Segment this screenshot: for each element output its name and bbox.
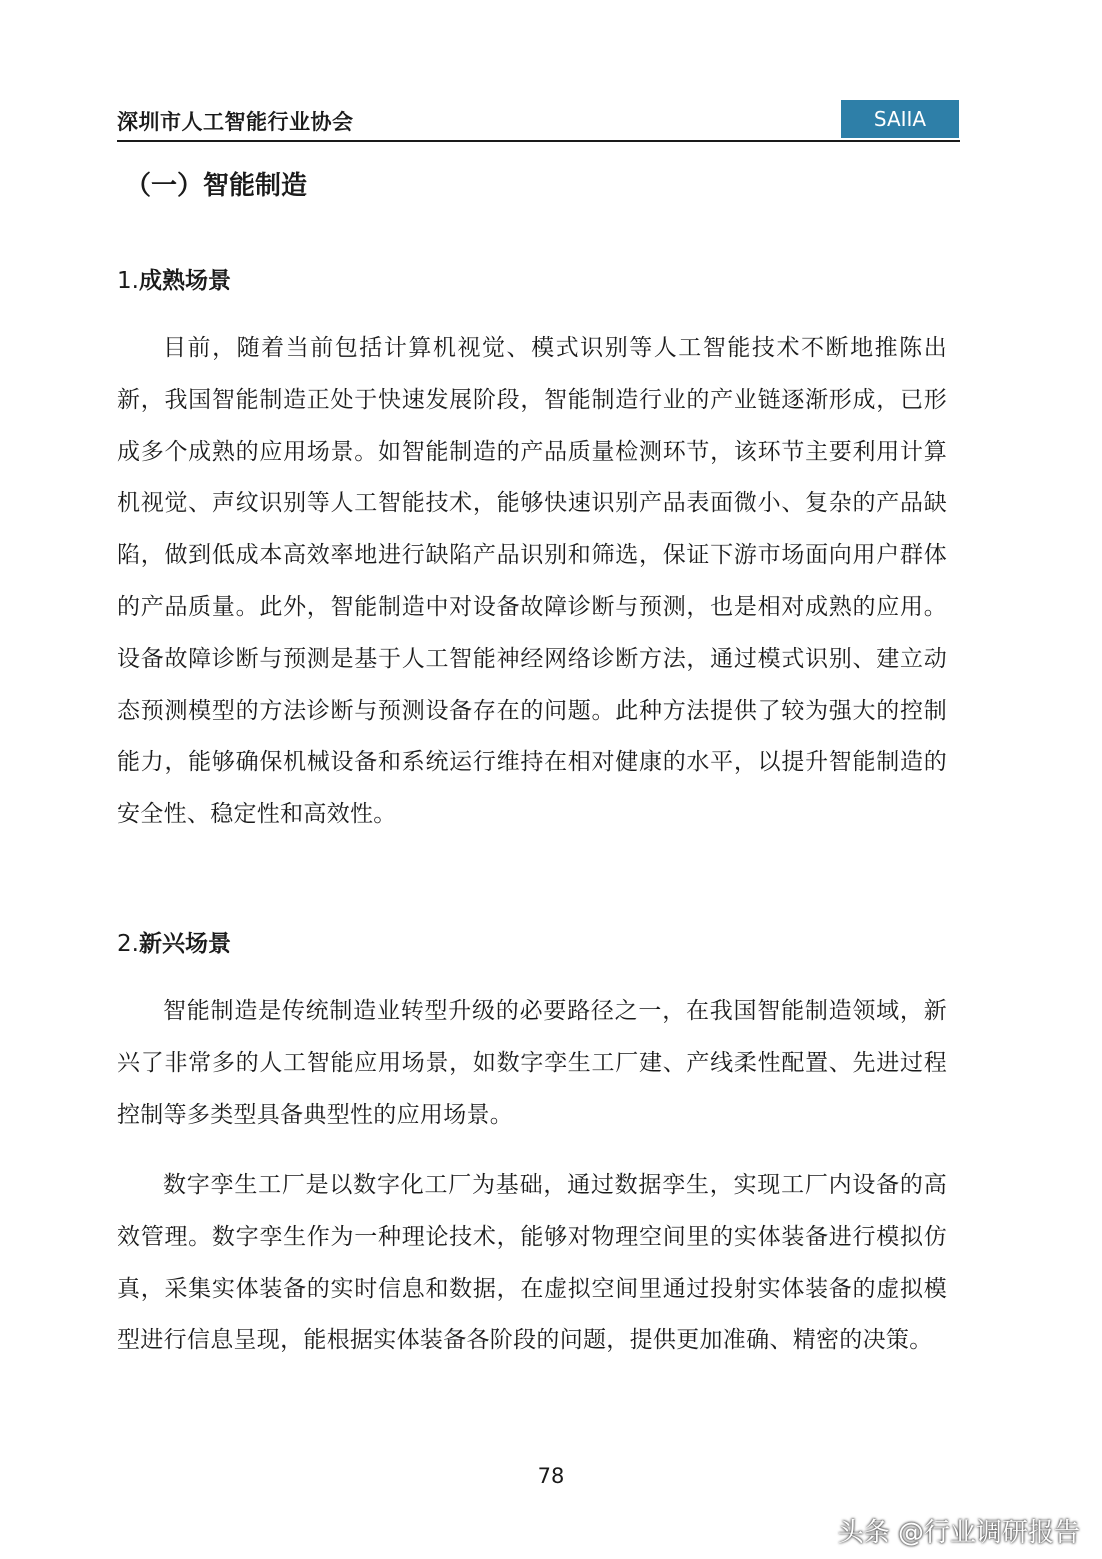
subheading-number: 1. xyxy=(117,268,139,294)
watermark: 头条 @行业调研报告 xyxy=(837,1518,1080,1548)
header-divider xyxy=(117,140,960,142)
header-badge: SAIIA xyxy=(841,100,959,138)
subheading-number: 2. xyxy=(117,931,139,957)
page-header xyxy=(117,100,959,142)
section-title: （一）智能制造 xyxy=(125,171,308,201)
subheading-text: 成熟场景 xyxy=(138,268,231,294)
header-organization: 深圳市人工智能行业协会 xyxy=(117,110,354,134)
paragraph-emerging-2: 数字孪生工厂是以数字化工厂为基础，通过数据孪生，实现工厂内设备的高效管理。数字孪生作为一种理论技术，能够对物理空间里的实体装备进行模拟仿真，采集实体装备的实时信息和数据，在虚拟空间里通过投射实体装备的虚拟模型进行信息呈现，能根据实体装备各阶段的问题，提供更加准确、精密的决策。 xyxy=(117,1172,947,1354)
subheading-text: 新兴场景 xyxy=(138,931,231,957)
paragraph-emerging-1: 智能制造是传统制造业转型升级的必要路径之一，在我国智能制造领域，新兴了非常多的人工智能应用场景，如数字孪生工厂建、产线柔性配置、先进过程控制等多类型具备典型性的应用场景。 xyxy=(117,998,947,1128)
paragraph-mature: 目前，随着当前包括计算机视觉、模式识别等人工智能技术不断地推陈出新，我国智能制造正处于快速发展阶段，智能制造行业的产业链逐渐形成，已形成多个成熟的应用场景。如智能制造的产品质量检测环节，该环节主要利用计算机视觉、声纹识别等人工智能技术，能够快速识别产品表面微小、复杂的产品缺陷，做到低成本高效率地进行缺陷产品识别和筛选，保证下游市场面向用户群体的产品质量。此外，智能制造中对设备故障诊断与预测，也是相对成熟的应用。设备故障诊断与预测是基于人工智能神经网络诊断方法，通过模式识别、建立动态预测模型的方法诊断与预测设备存在的问题。此种方法提供了较为强大的控制能力，能够确保机械设备和系统运行维持在相对健康的水平，以提升智能制造的安全性、稳定性和高效性。 xyxy=(117,335,947,828)
subheading-emerging xyxy=(117,925,231,958)
subheading-mature xyxy=(117,262,231,295)
page-number: 78 xyxy=(537,1464,565,1488)
